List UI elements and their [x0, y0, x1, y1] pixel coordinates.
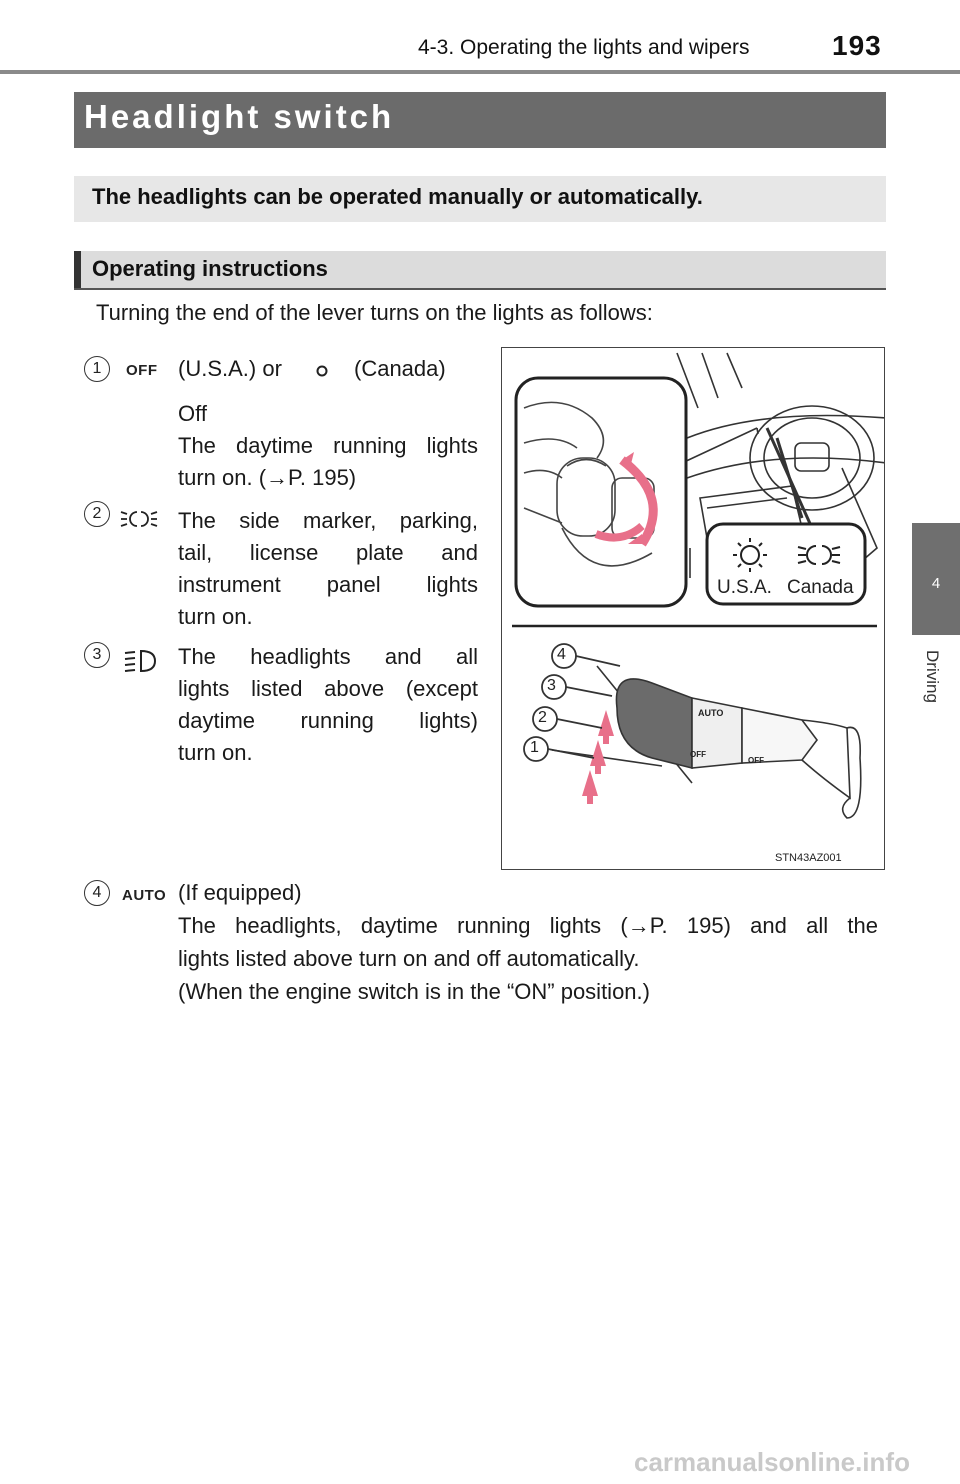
item-4-line-3: lights listed above turn on and off automatically.	[178, 946, 640, 971]
subheading: Operating instructions	[92, 256, 328, 281]
canada-off-icon	[315, 364, 329, 378]
item-3-line-4: turn on.	[178, 740, 253, 765]
headlight-icon	[124, 648, 158, 674]
lead-paragraph: Turning the end of the lever turns on the lights as follows:	[96, 300, 653, 325]
callout-2: 2	[538, 709, 547, 726]
item-number-3: 3	[84, 642, 110, 668]
header-rule	[0, 70, 960, 74]
auto-symbol: AUTO	[122, 887, 167, 904]
callout-1: 1	[530, 739, 539, 756]
item-number-4: 4	[84, 880, 110, 906]
illustration-drawing	[502, 348, 885, 870]
running-header-title: 4-3. Operating the lights and wipers	[418, 36, 750, 59]
label-usa: U.S.A.	[717, 577, 772, 598]
item-2-line-4: turn on.	[178, 604, 253, 629]
item-1-line-1a: (U.S.A.) or	[178, 356, 282, 381]
page-number: 193	[832, 30, 882, 61]
figure-code: STN43AZ001	[775, 852, 842, 864]
item-4-line-4: (When the engine switch is in the “ON” position.)	[178, 979, 650, 1004]
item-2-line-3: instrument panel lights	[178, 572, 478, 597]
chapter-tab-number: 4	[931, 575, 941, 592]
item-3-line-3: daytime running lights)	[178, 708, 478, 733]
chapter-tab-label	[922, 650, 948, 730]
callout-3: 3	[547, 677, 556, 694]
off-symbol: OFF	[126, 362, 158, 379]
section-title: Headlight switch	[84, 98, 395, 135]
label-canada: Canada	[787, 577, 854, 598]
subheading-rule	[74, 288, 886, 290]
item-3-line-2: lights listed above (except	[178, 676, 478, 701]
item-1-line-3: The daytime running lights	[178, 433, 478, 458]
intro-text: The headlights can be operated manually or automatically.	[92, 184, 703, 209]
chapter-name: Driving	[923, 650, 942, 703]
stalk-off-label-2: OFF	[748, 756, 764, 765]
item-4-line-1: (If equipped)	[178, 880, 302, 905]
stalk-auto-label: AUTO	[698, 708, 724, 718]
callout-4: 4	[557, 646, 566, 663]
item-3-line-1: The headlights and all	[178, 644, 478, 669]
item-number-2: 2	[84, 501, 110, 527]
item-1-line-1b: (Canada)	[354, 356, 446, 381]
item-1-line-2: Off	[178, 401, 207, 426]
item-2-line-2: tail, license plate and	[178, 540, 478, 565]
headlight-switch-illustration	[501, 347, 885, 870]
item-2-line-1: The side marker, parking,	[178, 508, 478, 533]
watermark: carmanualsonline.info	[634, 1447, 910, 1477]
parking-lights-icon	[120, 508, 158, 530]
item-1-line-4: turn on. (→P. 195)	[178, 465, 357, 490]
item-number-1: 1	[84, 356, 110, 382]
item-4-line-2: The headlights, daytime running lights (→P. 195) and all the	[178, 913, 878, 938]
stalk-off-label: OFF	[690, 750, 706, 759]
